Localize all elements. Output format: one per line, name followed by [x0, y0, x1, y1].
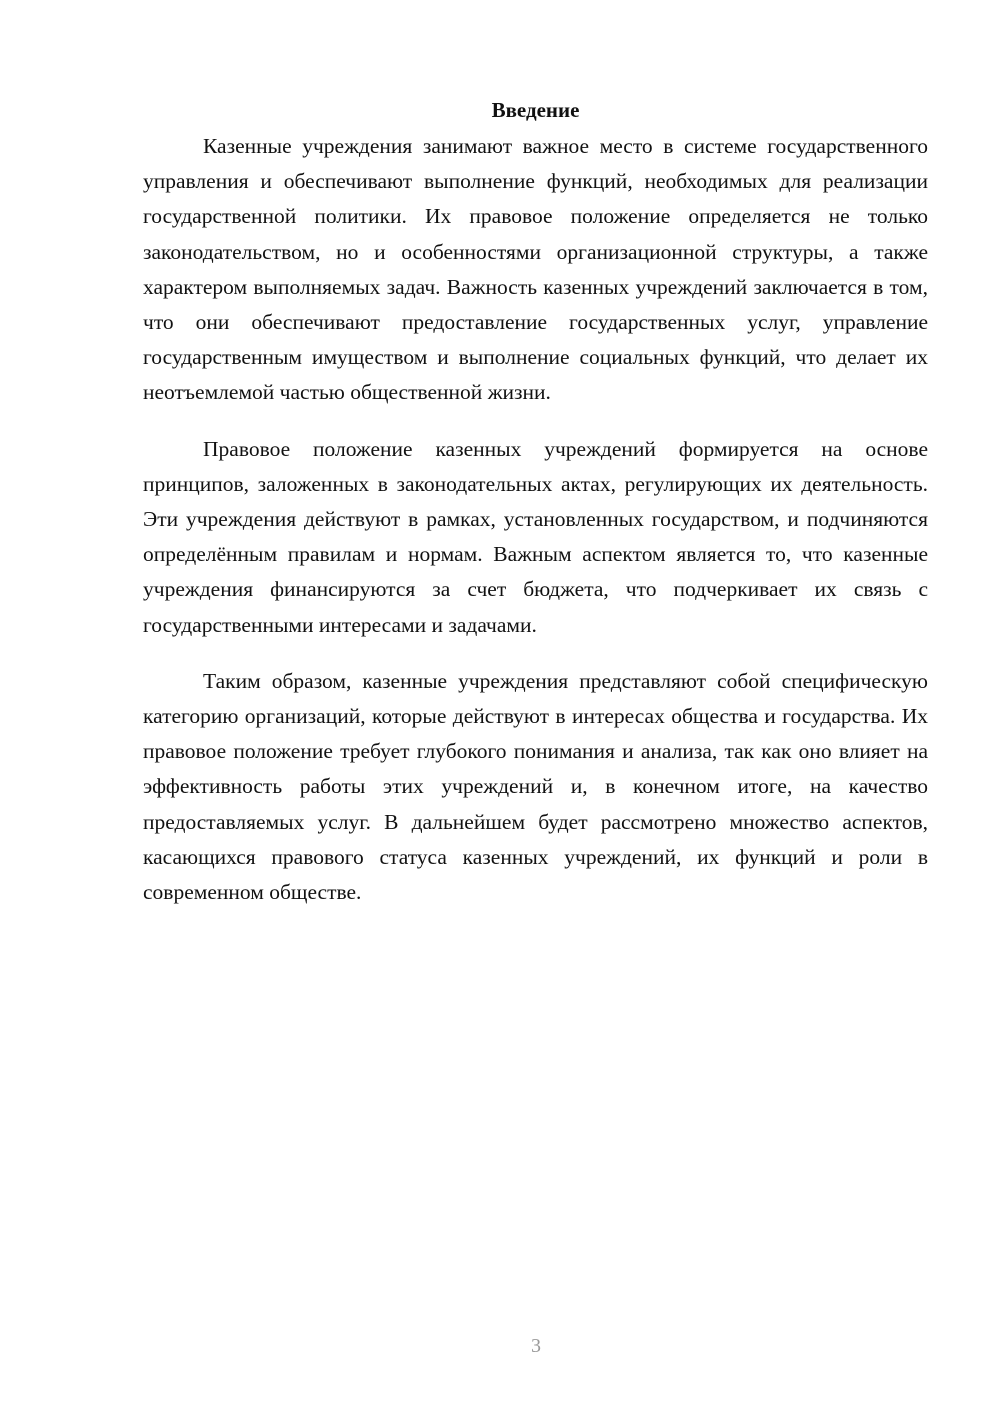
paragraph-2: Правовое положение казенных учреждений формируется на основе принципов, заложенных в законодательных актах, регулирующих их деятельность. Эти учреждения действуют в рамках, установленных государством, и подчиняются определённым правилам и нормам. Важным аспектом является то, что казенные учреждения финансируются за счет бюджета, что подчеркивает их связь с государственными интересами и задачами.	[143, 436, 928, 637]
page-number: 3	[531, 1335, 541, 1357]
section-heading: Введение	[491, 98, 580, 122]
paragraph-1: Казенные учреждения занимают важное место в системе государственного управления и обеспечивают выполнение функций, необходимых для реализации государственной политики. Их правовое положение определяется не только законодательством, но и особенностями организационной структуры, а также характером выполняемых задач. Важность казенных учреждений заключается в том, что они обеспечивают предоставление государственных услуг, управление государственным имуществом и выполнение социальных функций, что делает их неотъемлемой частью общественной жизни.	[143, 134, 928, 405]
paragraph-3: Таким образом, казенные учреждения представляют собой специфическую категорию организаций, которые действуют в интересах общества и государства. Их правовое положение требует глубокого понимания и анализа, так как оно влияет на эффективность работы этих учреждений и, в конечном итоге, на качество предоставляемых услуг. В дальнейшем будет рассмотрено множество аспектов, касающихся правового статуса казенных учреждений, их функций и роли в современном обществе.	[143, 668, 928, 905]
document-body	[143, 95, 928, 910]
